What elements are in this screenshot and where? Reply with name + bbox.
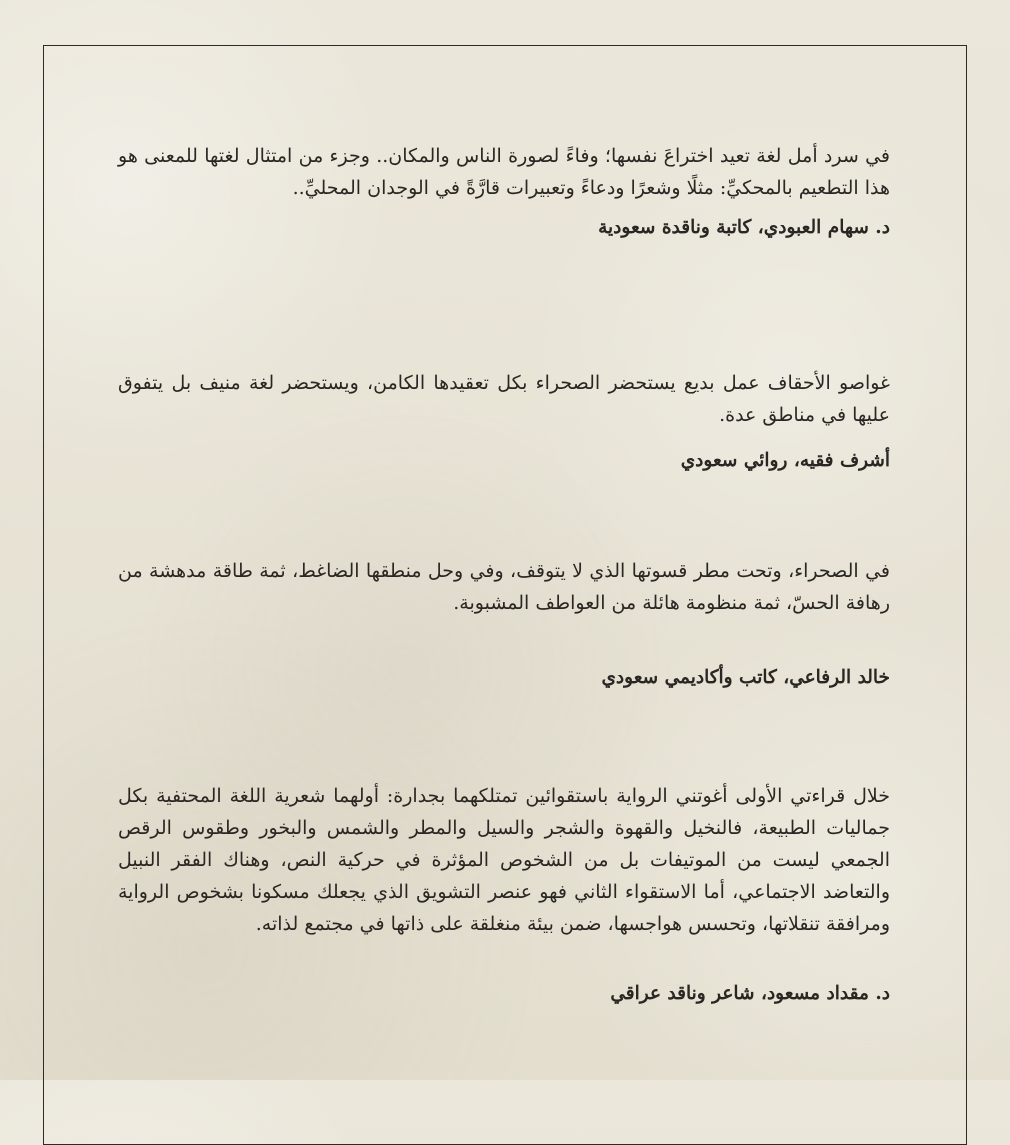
- quote-text: في الصحراء، وتحت مطر قسوتها الذي لا يتوقف، وفي وحل منطقها الضاغط، ثمة طاقة مدهشة من رهافة الحسّ، ثمة منظومة هائلة من العواطف المشبوبة.: [118, 560, 890, 614]
- review-quote: [118, 555, 890, 694]
- quote-text: خلال قراءتي الأولى أغوتني الرواية باستقوائين تمتلكهما بجدارة: أولهما شعرية اللغة المحتفية بكل جماليات الطبيعة، فالنخيل والقهوة والشجر والسيل والمطر والشمس والبخور وطقوس الرقص الجمعي ليست من الموتيفات بل من الشخوص المؤثرة في حركية النص، وهناك الفقر النبيل والتعاضد الاجتماعي، أما الاستقواء الثاني فهو عنصر التشويق الذي يجعلك مسكونا بشخوص الرواية ومرافقة تنقلاتها، وتحسس هواجسها، ضمن بيئة منغلقة على ذاتها في مجتمع لذاته.: [118, 785, 890, 935]
- quote-author: أشرف فقيه، روائي سعودي: [680, 450, 890, 471]
- quote-author: د. مقداد مسعود، شاعر وناقد عراقي: [610, 983, 890, 1004]
- quote-author: خالد الرفاعي، كاتب وأكاديمي سعودي: [601, 667, 890, 688]
- quote-text: غواصو الأحقاف عمل بديع يستحضر الصحراء بكل تعقيدها الكامن، ويستحضر لغة منيف بل يتفوق عليها في مناطق عدة.: [118, 372, 890, 426]
- quote-author: د. سهام العبودي، كاتبة وناقدة سعودية: [598, 217, 890, 238]
- review-quote: [118, 780, 890, 1010]
- review-quote: [118, 140, 890, 244]
- review-quote: [118, 367, 890, 477]
- quote-text: في سرد أمل لغة تعيد اختراعَ نفسها؛ وفاءً لصورة الناس والمكان.. وجزء من امتثال لغتها للمعنى هو هذا التطعيم بالمحكيِّ: مثلًا وشعرًا ودعاءً وتعبيرات قارَّةً في الوجدان المحليِّ..: [118, 145, 890, 199]
